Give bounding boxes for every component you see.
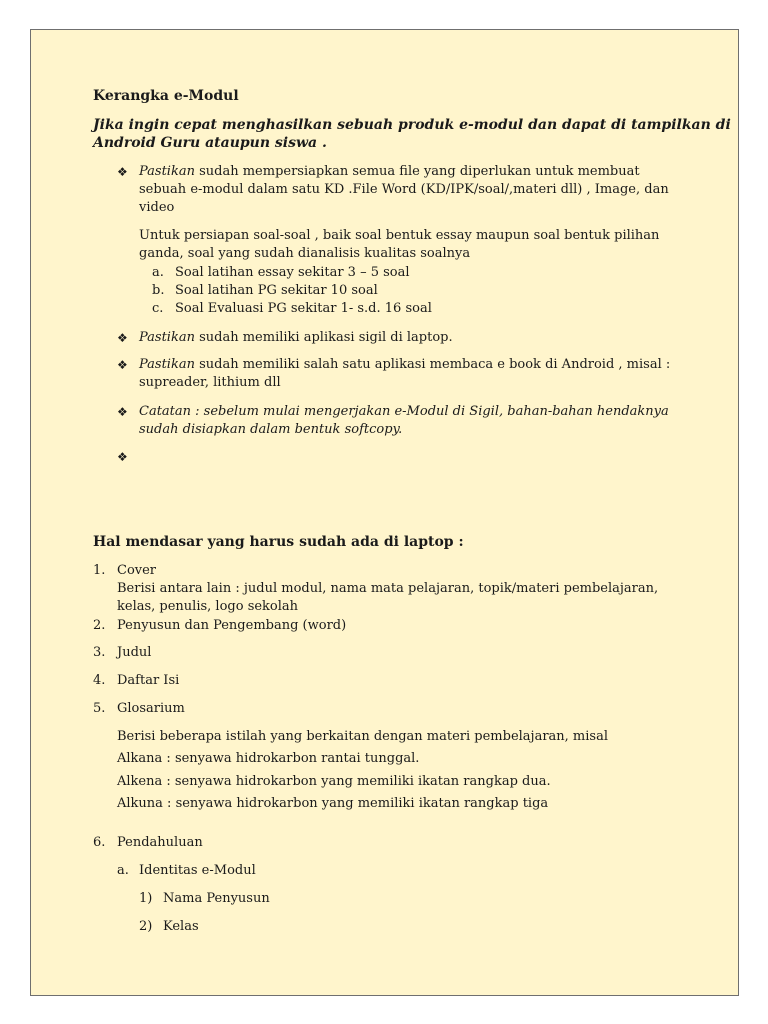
identitas-item-nama-penyusun: Nama Penyusun bbox=[163, 891, 270, 906]
catatan-line-2: sudah disiapkan dalam bentuk softcopy. bbox=[139, 422, 403, 437]
catatan-line-1: Catatan : sebelum mulai mengerjakan e-Modul di Sigil, bahan-bahan hendaknya bbox=[139, 404, 669, 419]
bullet2-rest: sudah memiliki aplikasi sigil di laptop. bbox=[194, 330, 453, 345]
bullet1-line-2: sebuah e-modul dalam satu KD .File Word (KD/IPK/soal/,materi dll) , Image, dan bbox=[139, 182, 669, 197]
diamond-bullet-icon: ❖ bbox=[117, 165, 128, 179]
soal-item-b: Soal latihan PG sekitar 10 soal bbox=[175, 283, 378, 298]
glosarium-desc-line-1: Berisi beberapa istilah yang berkaitan dengan materi pembelajaran, misal bbox=[117, 729, 608, 744]
identitas-marker-2: 2) bbox=[139, 919, 153, 934]
pendahuluan-sub-marker: a. bbox=[117, 863, 129, 878]
bullet3-line-2: supreader, lithium dll bbox=[139, 375, 281, 390]
bullet3-line-1 bbox=[139, 356, 670, 374]
pendahuluan-sub-item: Identitas e-Modul bbox=[139, 863, 256, 878]
list-number-5: 5. bbox=[93, 701, 106, 716]
list-number-1: 1. bbox=[93, 563, 106, 578]
soal-marker-a: a. bbox=[152, 265, 164, 280]
soal-marker-b: b. bbox=[152, 283, 165, 298]
list-item-cover: Cover bbox=[117, 563, 157, 578]
cover-desc-line-1: Berisi antara lain : judul modul, nama mata pelajaran, topik/materi pembelajaran, bbox=[117, 581, 659, 596]
bullet3-lead: Pastikan bbox=[139, 357, 195, 372]
list-number-3: 3. bbox=[93, 645, 106, 660]
bullet1-line-1 bbox=[139, 163, 640, 181]
bullet1-lead: Pastikan bbox=[139, 164, 195, 179]
soal-item-c: Soal Evaluasi PG sekitar 1- s.d. 16 soal bbox=[175, 301, 432, 316]
glosarium-desc-line-3: Alkena : senyawa hidrokarbon yang memiliki ikatan rangkap dua. bbox=[117, 774, 551, 789]
list-item-pendahuluan: Pendahuluan bbox=[117, 835, 203, 850]
bullet3-rest: sudah memiliki salah satu aplikasi membaca e book di Android , misal : bbox=[194, 357, 671, 372]
identitas-marker-1: 1) bbox=[139, 891, 153, 906]
diamond-bullet-icon: ❖ bbox=[117, 450, 128, 464]
identitas-item-kelas: Kelas bbox=[163, 919, 199, 934]
list-number-6: 6. bbox=[93, 835, 106, 850]
diamond-bullet-icon: ❖ bbox=[117, 405, 128, 419]
bullet2-lead: Pastikan bbox=[139, 330, 195, 345]
diamond-bullet-icon: ❖ bbox=[117, 358, 128, 372]
persiapan-line-1: Untuk persiapan soal-soal , baik soal bentuk essay maupun soal bentuk pilihan bbox=[139, 228, 660, 243]
bullet2-line bbox=[139, 329, 453, 347]
intro-line-1: Jika ingin cepat menghasilkan sebuah produk e-modul dan dapat di tampilkan di bbox=[93, 117, 731, 133]
persiapan-line-2: ganda, soal yang sudah dianalisis kualitas soalnya bbox=[139, 246, 471, 261]
bullet1-line-3: video bbox=[139, 200, 175, 215]
list-item-glosarium: Glosarium bbox=[117, 701, 185, 716]
soal-marker-c: c. bbox=[152, 301, 164, 316]
glosarium-desc-line-4: Alkuna : senyawa hidrokarbon yang memiliki ikatan rangkap tiga bbox=[117, 796, 549, 811]
list-item-daftar-isi: Daftar Isi bbox=[117, 673, 180, 688]
bullet1-rest: sudah mempersiapkan semua file yang diperlukan untuk membuat bbox=[194, 164, 640, 179]
list-item-judul: Judul bbox=[117, 645, 152, 660]
cover-desc-line-2: kelas, penulis, logo sekolah bbox=[117, 599, 299, 614]
diamond-bullet-icon: ❖ bbox=[117, 331, 128, 345]
glosarium-desc-line-2: Alkana : senyawa hidrokarbon rantai tunggal. bbox=[117, 751, 420, 766]
soal-item-a: Soal latihan essay sekitar 3 – 5 soal bbox=[175, 265, 410, 280]
list-number-2: 2. bbox=[93, 618, 106, 633]
list-item-penyusun: Penyusun dan Pengembang (word) bbox=[117, 618, 347, 633]
list-number-4: 4. bbox=[93, 673, 106, 688]
intro-line-2: Android Guru ataupun siswa . bbox=[93, 135, 327, 151]
section2-title: Hal mendasar yang harus sudah ada di laptop : bbox=[93, 534, 464, 550]
document-title: Kerangka e-Modul bbox=[93, 88, 239, 104]
